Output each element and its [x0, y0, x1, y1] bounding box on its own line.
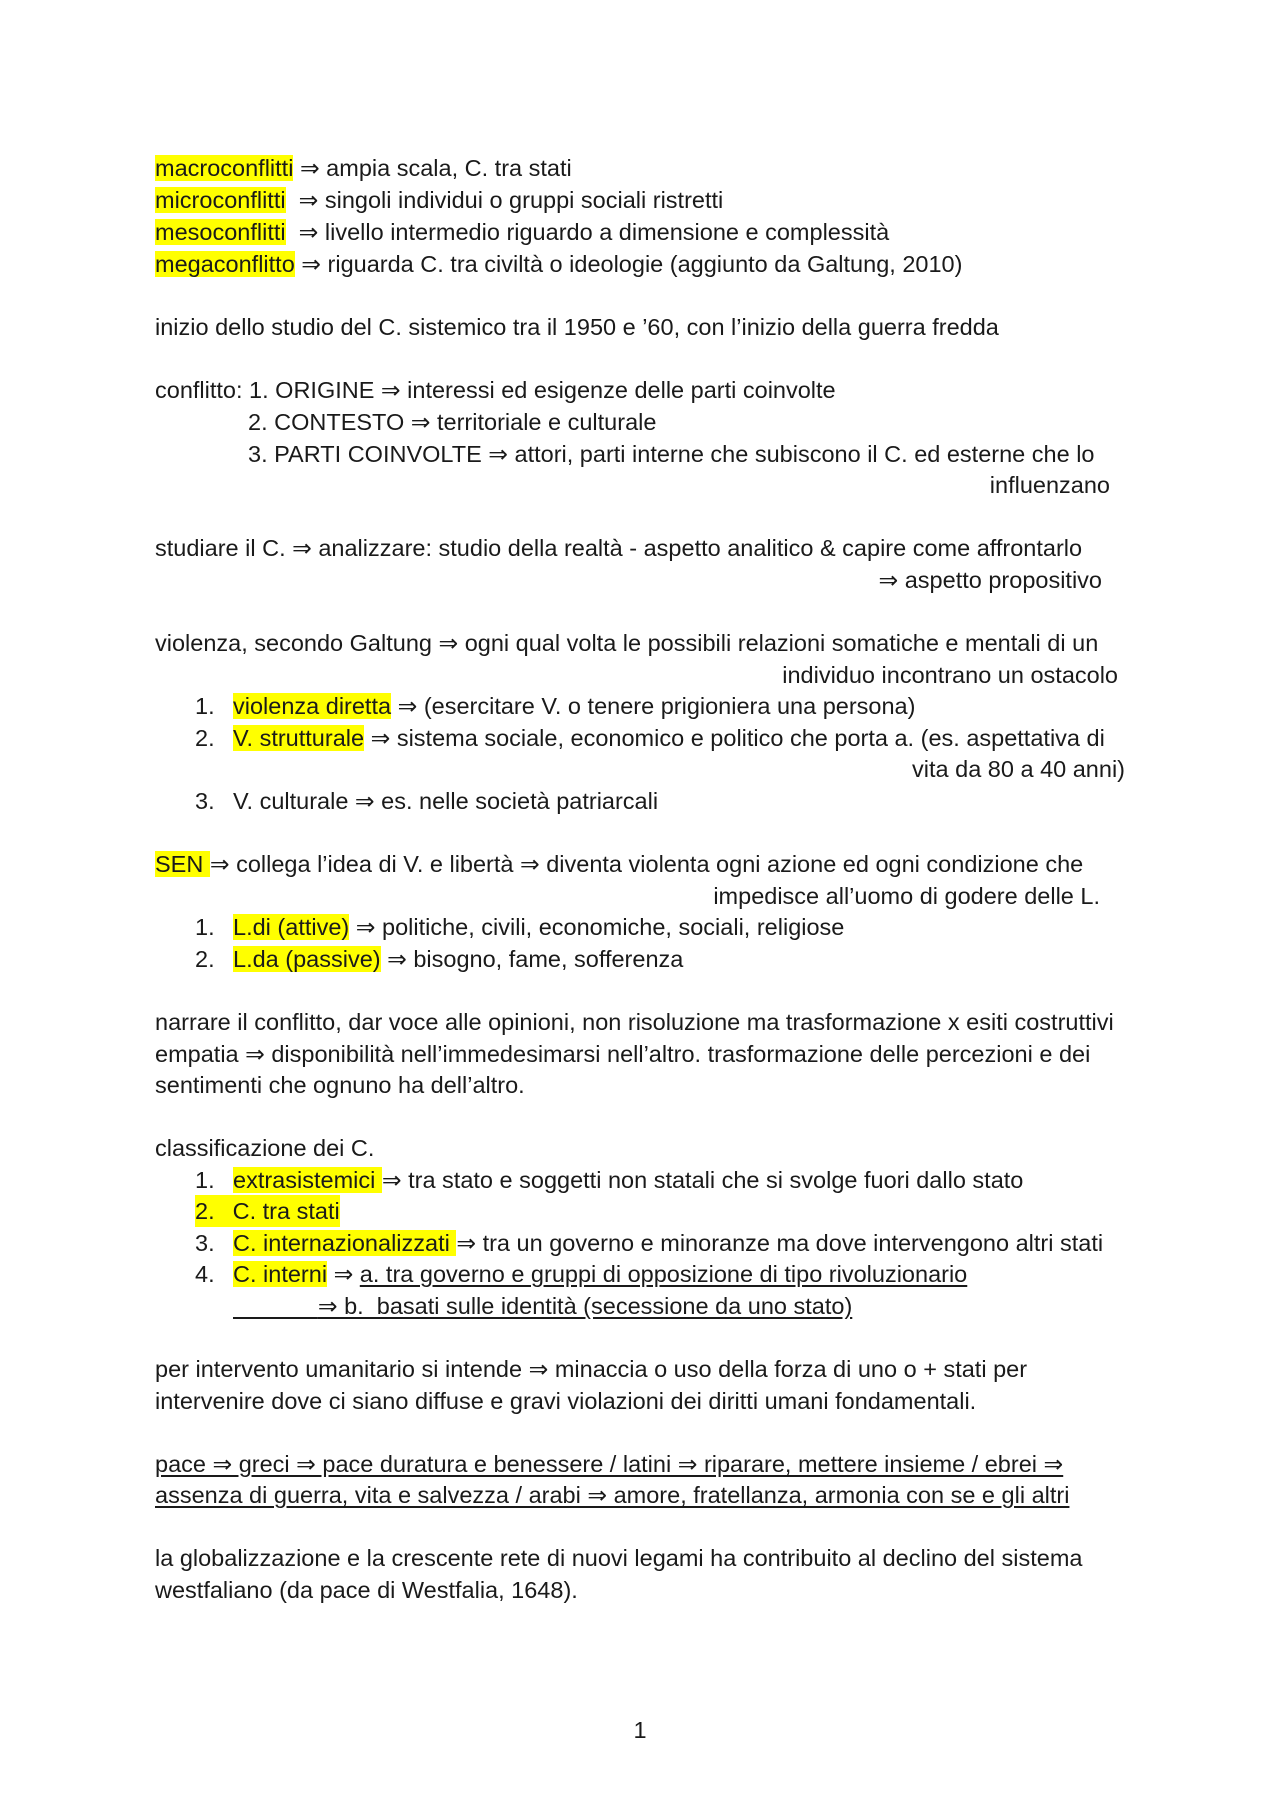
humanitarian-line: intervenire dove ci siano diffuse e gravi violazioni dei diritti umani fondamentali.	[155, 1388, 977, 1414]
conflict-lead: conflitto:	[155, 377, 250, 403]
list-number: 2.	[195, 725, 215, 751]
list-desc: ⇒ (esercitare V. o tenere prigioniera una persona)	[391, 693, 916, 719]
list-term: C. internazionalizzati	[233, 1230, 457, 1256]
classification-item-4	[195, 1258, 968, 1290]
level-macro	[155, 152, 572, 184]
list-number: 2.	[195, 946, 215, 972]
list-term: extrasistemici	[233, 1167, 382, 1193]
list-number: 1.	[195, 914, 215, 940]
level-desc: ⇒ ampia scala, C. tra stati	[293, 155, 572, 181]
level-mega	[155, 248, 962, 280]
sen-item-2	[195, 943, 684, 975]
peace-line: assenza di guerra, vita e salvezza / arabi ⇒ amore, fratellanza, armonia con se e gli altri	[155, 1482, 1070, 1508]
list-number: 4.	[195, 1261, 215, 1287]
list-subitem-a: a. tra governo e gruppi di opposizione di tipo rivoluzionario	[359, 1261, 968, 1287]
list-desc: ⇒ sistema sociale, economico e politico che porta a. (es. aspettativa di	[364, 725, 1105, 751]
level-desc: ⇒ livello intermedio riguardo a dimensione e complessità	[285, 219, 890, 245]
narrate-line: sentimenti che ognuno ha dell’altro.	[155, 1072, 525, 1098]
list-number: 1.	[195, 693, 215, 719]
globalization-line: la globalizzazione e la crescente rete di nuovi legami ha contribuito al declino del sistema	[155, 1545, 1083, 1571]
conflict-item: 3. PARTI COINVOLTE ⇒ attori, parti interne che subiscono il C. ed esterne che lo	[248, 441, 1095, 467]
sen-line-1	[155, 848, 1083, 880]
level-term: mesoconflitti	[155, 219, 286, 245]
level-desc: ⇒ riguarda C. tra civiltà o ideologie (aggiunto da Galtung, 2010)	[294, 251, 963, 277]
list-term: V. strutturale	[233, 725, 365, 751]
list-term: C. tra stati	[232, 1198, 340, 1224]
classification-item-4b	[233, 1290, 852, 1322]
list-subitem-indent	[233, 1293, 318, 1319]
list-number: 1.	[195, 1167, 215, 1193]
violence-item-2-continuation: vita da 80 a 40 anni)	[912, 756, 1125, 782]
conflict-line-1	[155, 374, 836, 406]
list-subitem-b: ⇒ b. basati sulle identità (secessione da uno stato)	[317, 1293, 853, 1319]
level-desc: ⇒ singoli individui o gruppi sociali ristretti	[285, 187, 724, 213]
level-micro	[155, 184, 723, 216]
list-desc: ⇒ tra un governo e minoranze ma dove intervengono altri stati	[456, 1230, 1104, 1256]
sen-term: SEN	[155, 851, 210, 877]
classification-item-3	[195, 1227, 1104, 1259]
list-desc: ⇒ bisogno, fame, sofferenza	[380, 946, 684, 972]
level-term: microconflitti	[155, 187, 286, 213]
narrate-line: empatia ⇒ disponibilità nell’immedesimarsi nell’altro. trasformazione delle percezioni e dei	[155, 1041, 1091, 1067]
sen-line-2: impedisce all’uomo di godere delle L.	[713, 883, 1100, 909]
violence-item-1	[195, 690, 916, 722]
narrate-line: narrare il conflitto, dar voce alle opinioni, non risoluzione ma trasformazione x esiti costruttivi	[155, 1009, 1114, 1035]
list-term: violenza diretta	[233, 693, 392, 719]
sen-desc: ⇒ collega l’idea di V. e libertà ⇒ diventa violenta ogni azione ed ogni condizione che	[209, 851, 1084, 877]
level-term: megaconflitto	[155, 251, 295, 277]
page-number: 1	[633, 1717, 647, 1743]
list-desc: V. culturale ⇒ es. nelle società patriarcali	[233, 788, 659, 814]
list-number: 3.	[195, 788, 215, 814]
list-desc: ⇒	[327, 1261, 360, 1287]
list-term: C. interni	[233, 1261, 328, 1287]
list-term: L.da (passive)	[233, 946, 381, 972]
violence-line-1: violenza, secondo Galtung ⇒ ogni qual volta le possibili relazioni somatiche e mentali di un	[155, 630, 1099, 656]
violence-line-2: individuo incontrano un ostacolo	[782, 662, 1118, 688]
globalization-line: westfaliano (da pace di Westfalia, 1648).	[155, 1577, 578, 1603]
list-term: L.di (attive)	[233, 914, 350, 940]
classification-title: classificazione dei C.	[155, 1135, 375, 1161]
intro-paragraph: inizio dello studio del C. sistemico tra il 1950 e ’60, con l’inizio della guerra fredda	[155, 314, 999, 340]
conflict-item: 1. ORIGINE ⇒ interessi ed esigenze delle parti coinvolte	[249, 377, 836, 403]
classification-item-1	[195, 1164, 1024, 1196]
list-desc: ⇒ politiche, civili, economiche, sociali, religiose	[349, 914, 845, 940]
violence-item-2	[195, 722, 1105, 754]
list-number: 2.	[195, 1198, 215, 1224]
conflict-item: 2. CONTESTO ⇒ territoriale e culturale	[248, 409, 657, 435]
humanitarian-line: per intervento umanitario si intende ⇒ minaccia o uso della forza di uno o + stati per	[155, 1356, 1028, 1382]
sen-item-1	[195, 911, 845, 943]
study-line-2: ⇒ aspetto propositivo	[878, 567, 1102, 593]
violence-item-3	[195, 785, 659, 817]
level-term: macroconflitti	[155, 155, 294, 181]
level-meso	[155, 216, 889, 248]
peace-line: pace ⇒ greci ⇒ pace duratura e benessere / latini ⇒ riparare, mettere insieme / ebrei ⇒	[155, 1451, 1064, 1477]
study-line-1: studiare il C. ⇒ analizzare: studio della realtà - aspetto analitico & capire come affrontarlo	[155, 535, 1083, 561]
list-desc: ⇒ tra stato e soggetti non statali che si svolge fuori dallo stato	[381, 1167, 1024, 1193]
conflict-item-continuation: influenzano	[989, 472, 1110, 498]
list-number: 3.	[195, 1230, 215, 1256]
